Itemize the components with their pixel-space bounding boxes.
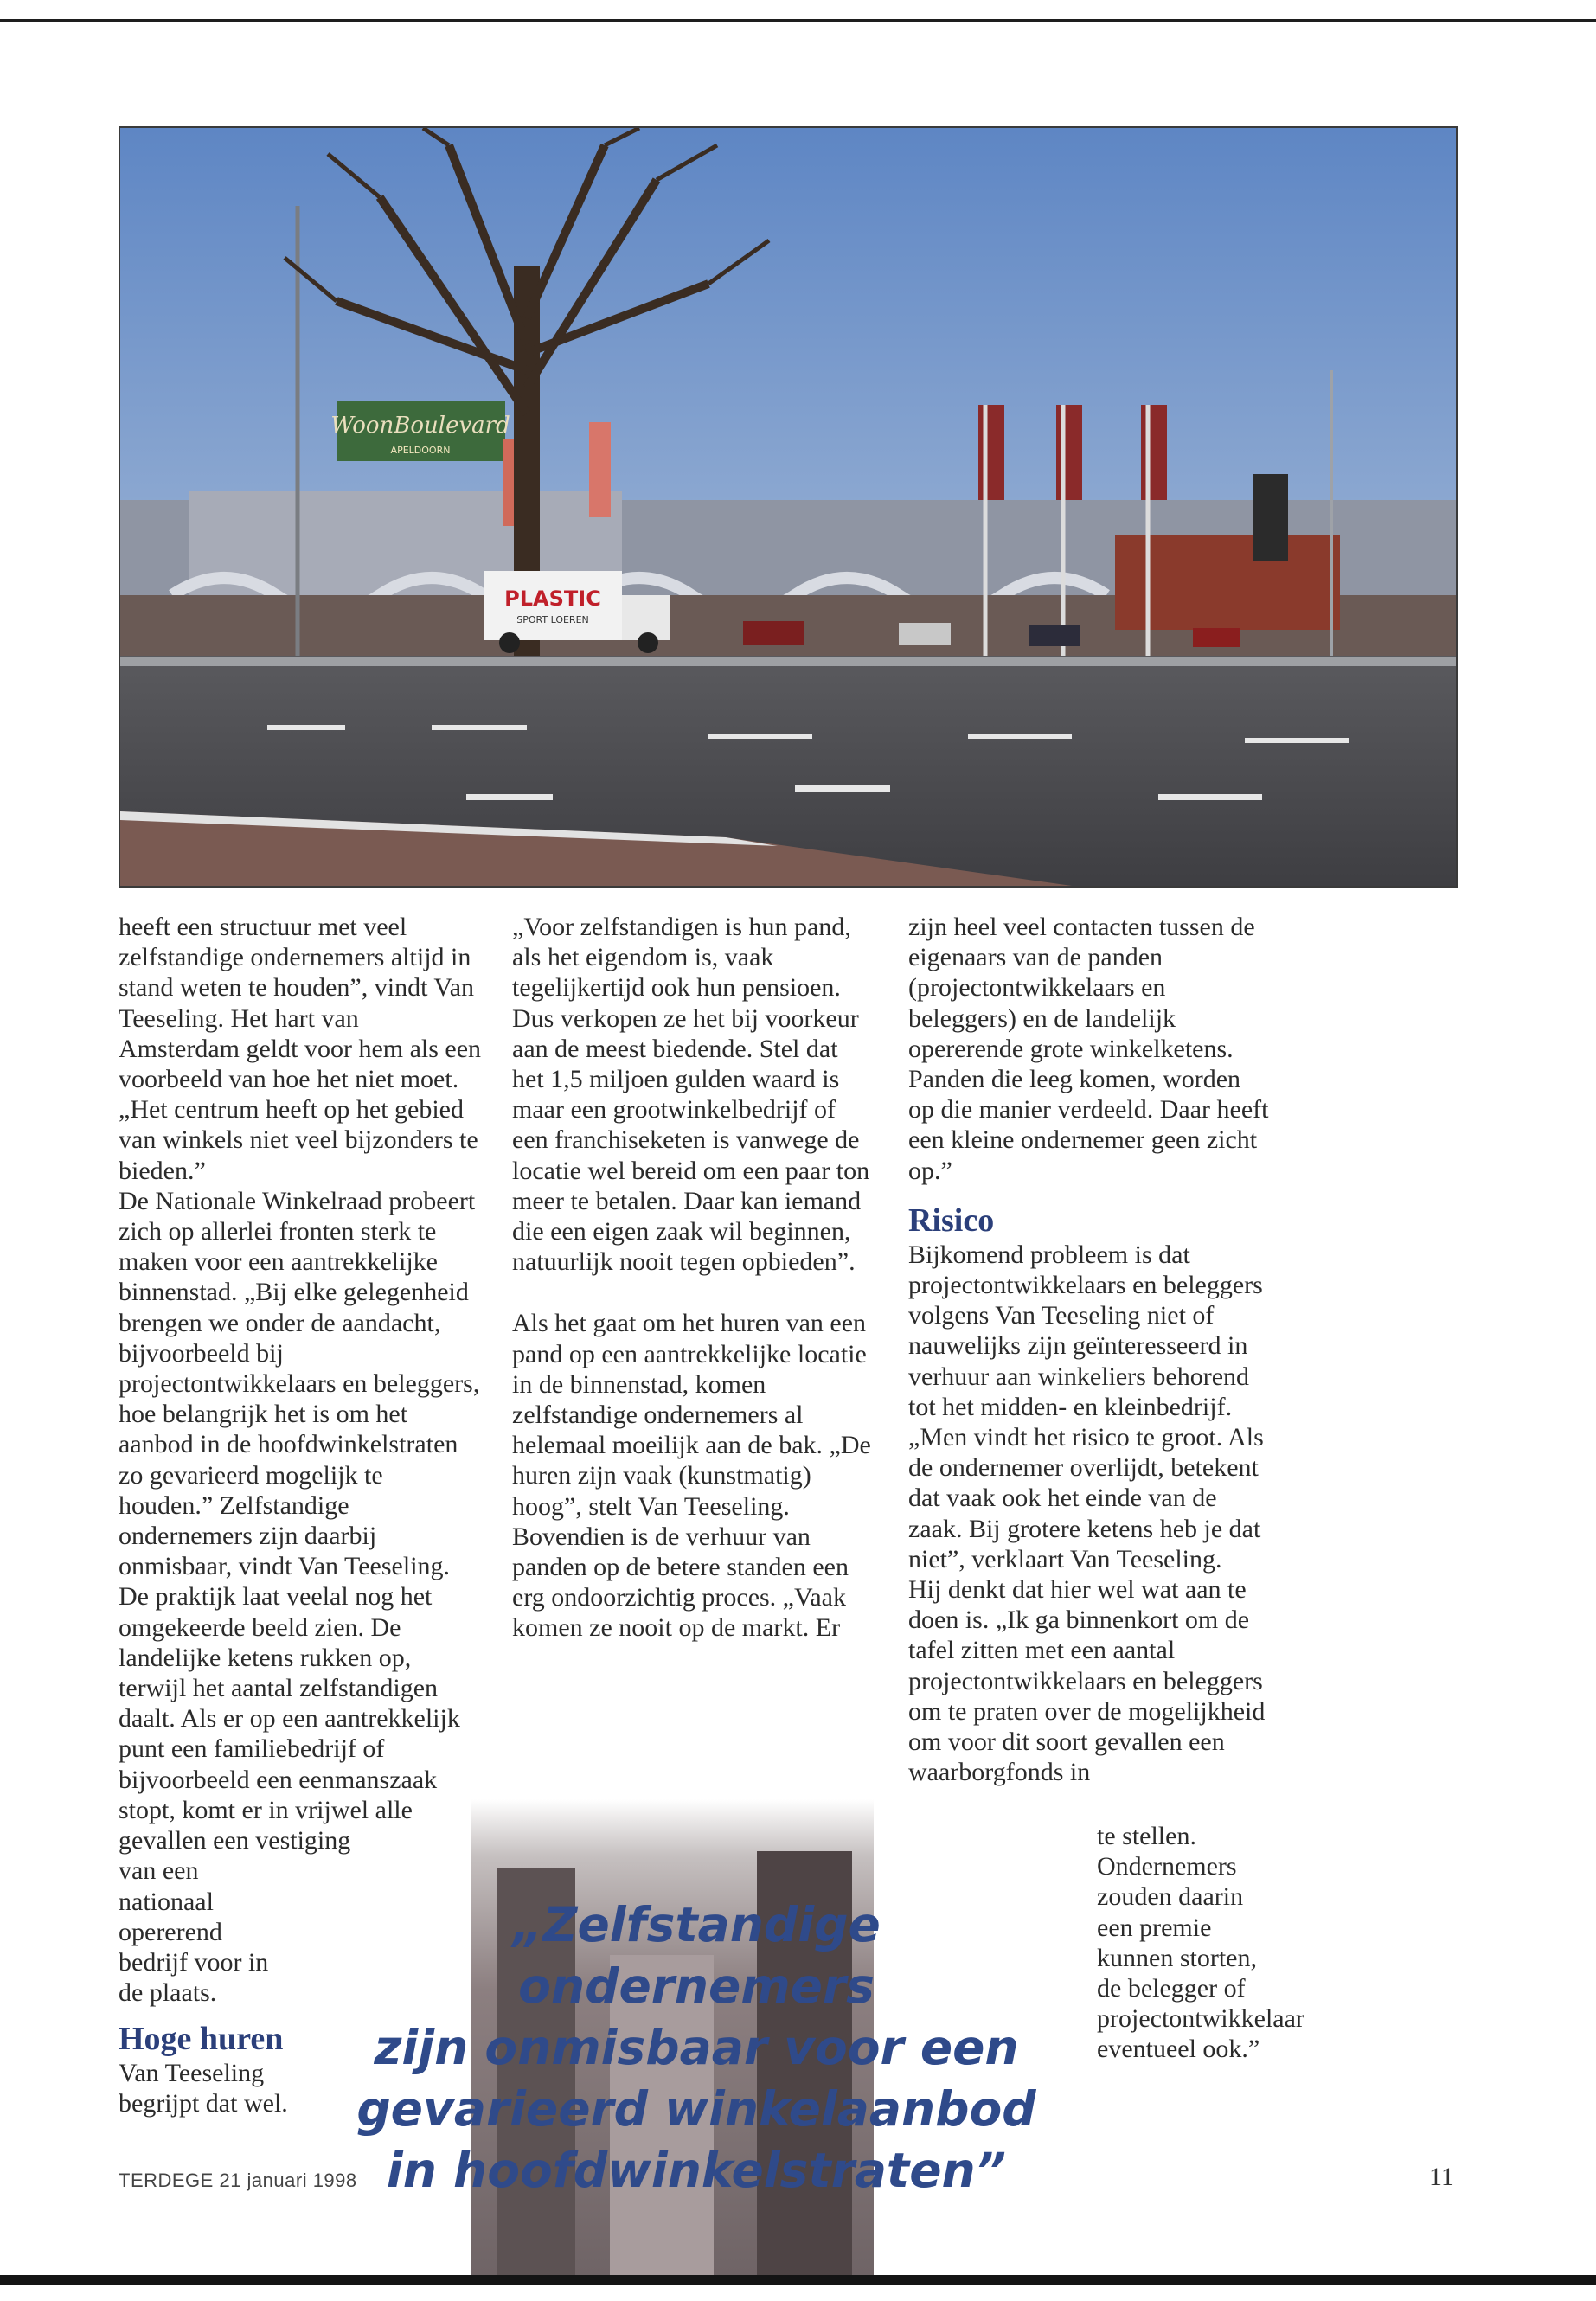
pull-quote bbox=[329, 1894, 1064, 2202]
column-2 bbox=[512, 912, 875, 1644]
page-number: 11 bbox=[1429, 2163, 1454, 2191]
heading-hoge-huren: Hoge huren bbox=[119, 2021, 284, 2057]
pull-quote-line-3: gevarieerd winkelaanbod bbox=[356, 2081, 1036, 2137]
col1-paragraph-2: De Nationale Winkelraad probeert zich op allerlei fronten sterk te maken voor een aantrekkelijke binnenstad. „Bij elke gelegenheid brengen we onder de aandacht, bijvoorbeeld bij projectontwikkelaars en beleggers, hoe belangrijk het is om het aanbod in de hoofdwinkelstraten zo gevarieerd mogelijk te houden.” Zelfstandige ondernemers zijn daarbij onmisbaar, vindt Van Teeseling. bbox=[119, 1186, 480, 1581]
col2-paragraph-1: „Voor zelfstandigen is hun pand, als het eigendom is, vaak tegelijkertijd ook hun pensioen. Dus verkopen ze het bij voorkeur aan de meest biedende. Stel dat het 1,5 miljoen gulden waard is maar een grootwinkelbedrijf of een franchiseketen is vanwege de locatie wel bereid om een paar ton meer te betalen. Daar kan iemand die een eigen zaak wil beginnen, natuurlijk nooit tegen opbieden”. bbox=[512, 913, 870, 1277]
col1-paragraph-3-continued: van een nationaal opererend bedrijf voor in de plaats. bbox=[119, 1856, 269, 2008]
street-photo bbox=[119, 126, 1458, 888]
col1-paragraph-1: heeft een structuur met veel zelfstandige ondernemers altijd in stand weten te houden”, vindt Van Teeseling. Het hart van Amsterdam geldt voor hem als een voorbeeld van hoe het niet moet. „Het centrum heeft op het gebied van winkels niet veel bijzonders te bieden.” bbox=[119, 913, 482, 1185]
pull-quote-line-1: „Zelfstandige ondernemers bbox=[512, 1897, 881, 2014]
col2-paragraph-2: Als het gaat om het huren van een pand op een aantrekkelijke locatie in de binnenstad, komen zelfstandige ondernemers al helemaal moeilijk aan de bak. „De huren zijn vaak (kunstmatig) hoog”, stelt Van Teeseling. Bovendien is de verhuur van panden op de betere standen een erg ondoorzichtig proces. „Vaak komen ze nooit op de markt. Er bbox=[512, 1309, 871, 1643]
pull-quote-line-4: in hoofdwinkelstraten” bbox=[386, 2143, 1007, 2198]
sign-text: WoonBoulevard bbox=[330, 413, 510, 439]
hoge-huren-section bbox=[119, 2020, 326, 2118]
column-3 bbox=[908, 912, 1272, 1787]
bottom-rule bbox=[0, 2275, 1596, 2285]
col3-paragraph-3: Hij denkt dat hier wel wat aan te doen is. „Ik ga binnenkort om de tafel zitten met een aantal projectontwikkelaars en beleggers om te praten over de mogelijkheid om voor dit soort gevallen een waarborgfonds in bbox=[908, 1575, 1266, 1787]
top-rule bbox=[0, 19, 1596, 22]
publication-footer: TERDEGE 21 januari 1998 bbox=[119, 2170, 357, 2191]
column-3-continued bbox=[1097, 1821, 1304, 2065]
heading-risico: Risico bbox=[908, 1202, 995, 1239]
hoge-huren-paragraph: Van Teeseling begrijpt dat wel. bbox=[119, 2059, 288, 2118]
truck-text: PLASTIC bbox=[504, 586, 601, 611]
sign-subtext: APELDOORN bbox=[390, 445, 451, 456]
column-1 bbox=[119, 912, 482, 2008]
col3-paragraph-2: Bijkomend probleem is dat projectontwikkelaars en beleggers volgens Van Teeseling niet of nauwelijks zijn geïnteresseerd in verhuur aan winkeliers behorend tot het midden- en kleinbedrijf. „Men vindt het risico te groot. Als de ondernemer overlijdt, betekent dat vaak ook het einde van de zaak. Bij grotere ketens heb je dat niet”, verklaart Van Teeseling. bbox=[908, 1240, 1264, 1574]
col1-paragraph-3: De praktijk laat veelal nog het omgekeerde beeld zien. De landelijke ketens rukken op, terwijl het aantal zelfstandigen daalt. Als er op een aantrekkelijk punt een familiebedrijf of bijvoorbeeld een eenmanszaak stopt, komt er in vrijwel alle gevallen een vestiging bbox=[119, 1582, 460, 1856]
pull-quote-line-2: zijn onmisbaar voor een bbox=[374, 2020, 1019, 2075]
truck-subtext: SPORT LOEREN bbox=[516, 614, 589, 625]
col3-paragraph-3-continued: te stellen. Ondernemers zouden daarin een premie kunnen storten, de belegger of projectontwikkelaar eventueel ook.” bbox=[1097, 1822, 1304, 2064]
col3-paragraph-1: zijn heel veel contacten tussen de eigenaars van de panden (projectontwikkelaars en beleggers) en de landelijk opererende grote winkelketens. Panden die leeg komen, worden op die manier verdeeld. Daar heeft een kleine ondernemer geen zicht op.” bbox=[908, 913, 1269, 1185]
